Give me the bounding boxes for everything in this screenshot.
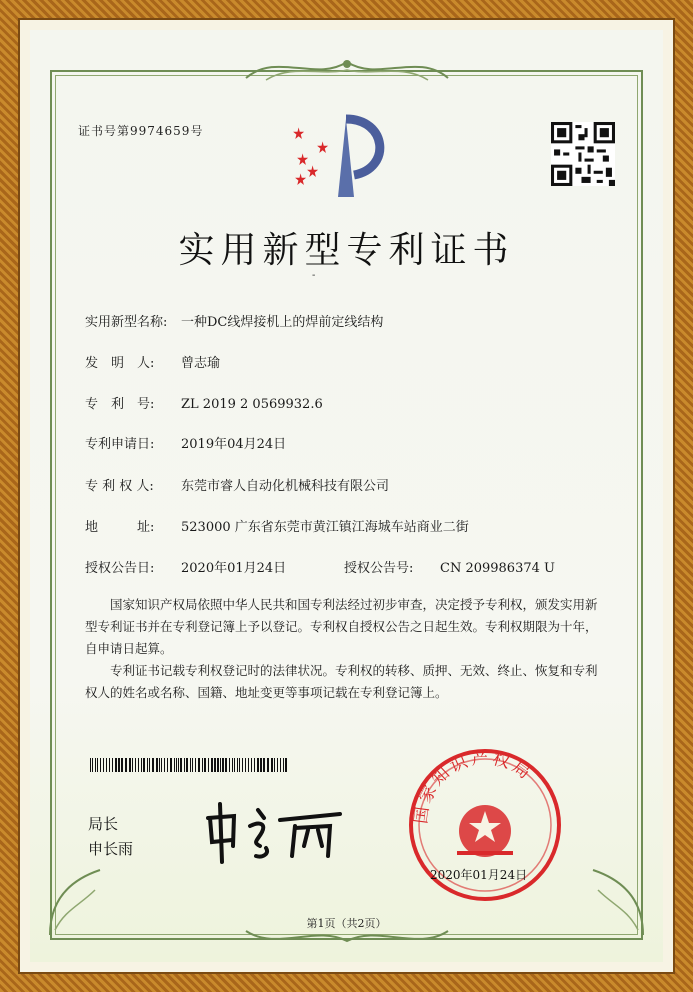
barcode-bar xyxy=(167,758,168,772)
barcode-bar xyxy=(254,758,255,772)
barcode-bar xyxy=(208,758,209,772)
statement-paragraph-2: 专利证书记载专利权登记时的法律状况。专利权的转移、质押、无效、终止、恢复和专利权人的姓名或名称、国籍、地址变更等事项记载在专利登记簿上。 xyxy=(85,663,598,700)
barcode-bar xyxy=(184,758,185,772)
field-inventor xyxy=(85,352,220,371)
statement-paragraph-1: 国家知识产权局依照中华人民共和国专利法经过初步审查，决定授予专利权，颁发实用新型专利证书并在专利登记簿上予以登记。专利权自授权公告之日起生效。专利权期限为十年，自申请日起算。 xyxy=(85,597,598,656)
barcode-bar xyxy=(195,758,196,772)
barcode-bar xyxy=(115,758,117,772)
barcode-bar xyxy=(100,758,101,772)
field-label: 实用新型名称: xyxy=(85,315,168,330)
barcode-bar xyxy=(214,758,216,772)
title-underline-mark: - xyxy=(312,270,316,281)
field-patent-number xyxy=(85,393,323,412)
field-value: ZL 2019 2 0569932.6 xyxy=(181,397,323,412)
field-label: 专利申请日: xyxy=(85,437,155,452)
barcode-bar xyxy=(211,758,213,772)
barcode-bar xyxy=(222,758,224,772)
barcode-bar xyxy=(129,758,131,772)
barcode-bar xyxy=(251,758,252,772)
barcode-bar xyxy=(220,758,221,772)
field-label: 授权公告号: xyxy=(344,561,414,576)
field-patentee xyxy=(85,475,389,494)
barcode-bar xyxy=(92,758,93,772)
barcode-bar xyxy=(190,758,191,772)
barcode-bar xyxy=(143,758,145,772)
field-grant-number xyxy=(344,557,555,576)
barcode-bar xyxy=(118,758,120,772)
barcode-bar xyxy=(125,758,127,772)
barcode-bar xyxy=(141,758,142,772)
seal-text: 国家知识产权局 xyxy=(411,748,537,826)
field-value: 2019年04月24日 xyxy=(181,437,287,452)
barcode-bar xyxy=(109,758,110,772)
certificate-title: 实用新型专利证书 xyxy=(178,230,515,271)
field-value: 2020年01月24日 xyxy=(181,561,287,576)
barcode-bar xyxy=(242,758,243,772)
field-label: 地 址: xyxy=(85,520,155,535)
barcode-bar xyxy=(95,758,96,772)
barcode-bar xyxy=(90,758,91,772)
barcode-bar xyxy=(103,758,104,772)
barcode-bar xyxy=(217,758,219,772)
field-address xyxy=(85,516,469,535)
barcode-bar xyxy=(274,758,275,772)
field-application-date xyxy=(85,433,286,452)
handwritten-signature-icon xyxy=(200,796,350,866)
signatory-title: 局长 xyxy=(88,815,119,833)
barcode-bar xyxy=(132,758,133,772)
field-grant-date xyxy=(85,557,286,576)
field-value: 曾志瑜 xyxy=(181,356,221,371)
barcode-bar xyxy=(267,758,269,772)
barcode-bar xyxy=(245,758,246,772)
barcode-bar xyxy=(121,758,123,772)
barcode-bar xyxy=(180,758,182,772)
barcode-bar xyxy=(161,758,162,772)
barcode-bar xyxy=(280,758,281,772)
barcode-bar xyxy=(237,758,238,772)
field-value: 一种DC线焊接机上的焊前定线结构 xyxy=(181,315,384,330)
barcode-bar xyxy=(229,758,230,772)
certificate-number: 证书号第9974659号 xyxy=(78,124,204,138)
barcode-bar xyxy=(149,758,150,772)
barcode-bar xyxy=(271,758,273,772)
barcode-bar xyxy=(225,758,227,772)
barcode-bar xyxy=(138,758,139,772)
barcode-bar xyxy=(135,758,136,772)
field-label: 专 利 号: xyxy=(85,397,155,412)
field-label: 专 利 权 人: xyxy=(85,479,154,494)
barcode-bar xyxy=(198,758,200,772)
barcode-bar xyxy=(106,758,107,772)
top-ornament-icon xyxy=(236,52,458,88)
field-utility-model-name xyxy=(85,311,383,330)
field-value: 523000 广东省东莞市黄江镇江海城车站商业二街 xyxy=(181,520,469,535)
qr-code-icon xyxy=(551,122,615,186)
field-value: 东莞市睿人自动化机械科技有限公司 xyxy=(181,479,390,494)
signatory-name: 申长雨 xyxy=(88,840,134,858)
barcode-bar xyxy=(192,758,193,772)
barcode-bar xyxy=(174,758,175,772)
barcode-bar xyxy=(248,758,249,772)
barcode-bar xyxy=(202,758,203,772)
barcode-bar xyxy=(232,758,233,772)
barcode-bar xyxy=(257,758,259,772)
barcode-bar xyxy=(186,758,188,772)
barcode-bar xyxy=(159,758,160,772)
barcode-bar xyxy=(112,758,113,772)
barcode-bar xyxy=(283,758,284,772)
page-indicator: 第1页（共2页） xyxy=(306,917,387,930)
barcode-bar xyxy=(147,758,148,772)
field-value: CN 209986374 U xyxy=(440,561,555,576)
barcode-bar xyxy=(204,758,206,772)
barcode-bar xyxy=(156,758,158,772)
barcode-icon xyxy=(90,758,290,772)
barcode-bar xyxy=(164,758,165,772)
barcode-bar xyxy=(260,758,262,772)
barcode-bar xyxy=(170,758,172,772)
barcode-bar xyxy=(234,758,235,772)
barcode-bar xyxy=(178,758,179,772)
field-label: 授权公告日: xyxy=(85,561,155,576)
barcode-bar xyxy=(263,758,265,772)
barcode-bar xyxy=(277,758,278,772)
barcode-bar xyxy=(239,758,240,772)
barcode-bar xyxy=(152,758,154,772)
field-label: 发 明 人: xyxy=(85,356,155,371)
barcode-bar xyxy=(97,758,98,772)
barcode-bar xyxy=(285,758,287,772)
cnipa-logo-icon xyxy=(292,113,404,205)
seal-date: 2020年01月24日 xyxy=(430,868,528,882)
barcode-bar xyxy=(176,758,177,772)
